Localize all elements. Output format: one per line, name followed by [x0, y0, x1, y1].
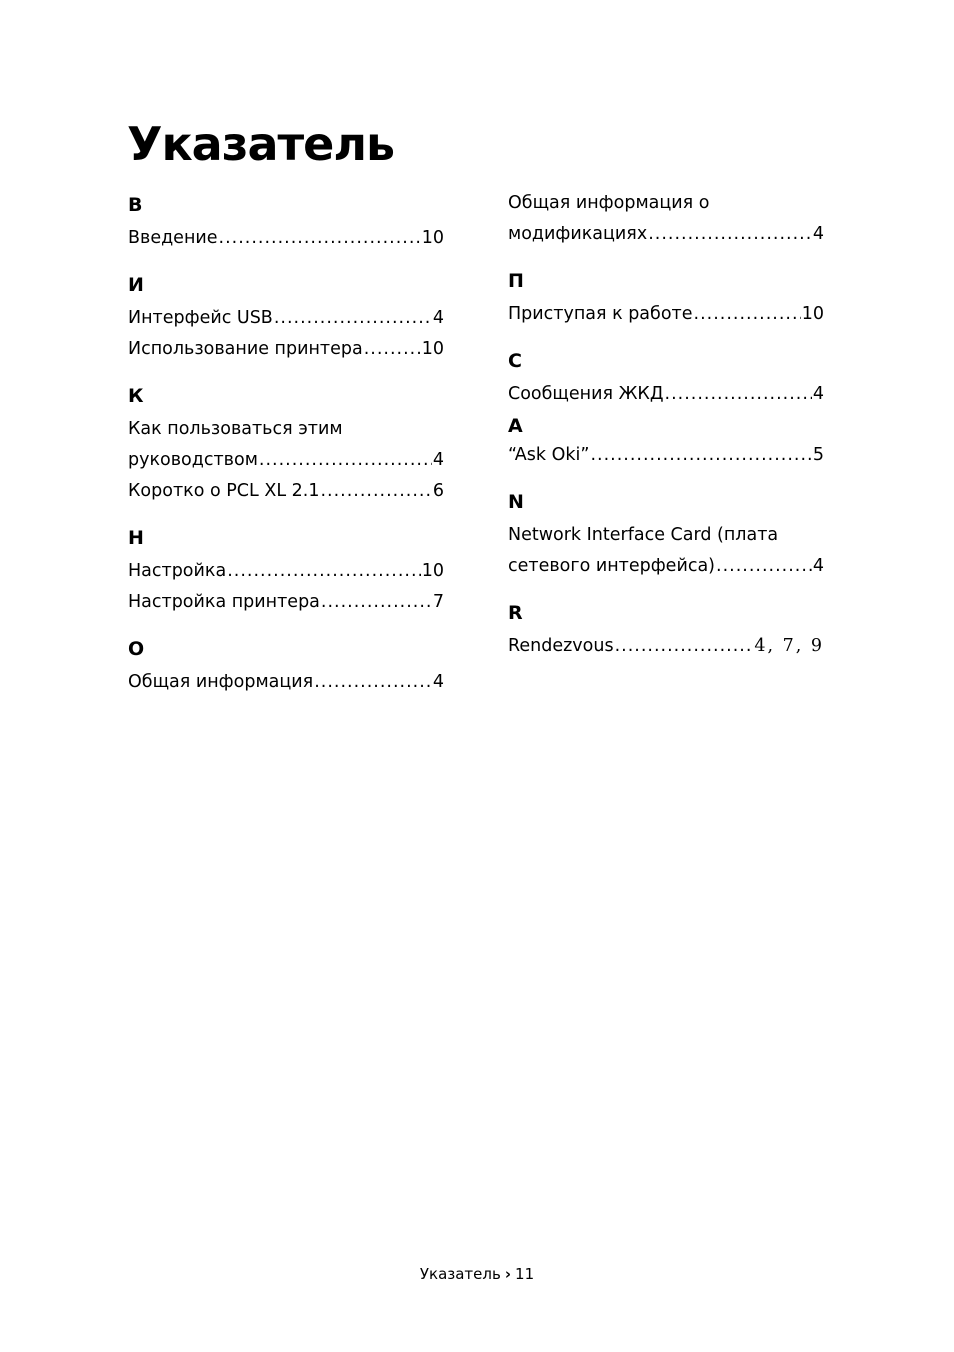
index-entry[interactable]	[128, 667, 444, 698]
dot-leader	[227, 556, 421, 587]
index-column-left	[128, 188, 444, 698]
index-letter-s: С	[508, 350, 522, 372]
dot-leader	[615, 631, 754, 662]
index-letter-v: В	[128, 194, 143, 216]
index-entry-text: Приступая к работе	[508, 304, 693, 324]
index-entry-page: 4	[812, 384, 824, 404]
index-entry-text: Настройка	[128, 561, 227, 581]
index-entry-text: Введение	[128, 228, 218, 248]
index-entry-page: 10	[801, 304, 824, 324]
index-entry[interactable]	[508, 440, 824, 471]
dot-leader	[219, 223, 421, 254]
index-entry-text: Rendezvous	[508, 636, 614, 656]
dot-leader	[694, 299, 801, 330]
index-entry-text: руководством	[128, 450, 258, 470]
index-entry[interactable]	[508, 299, 824, 330]
index-entry-page: 4, 7, 9	[754, 636, 824, 656]
index-letter-a: A	[508, 415, 523, 437]
index-entry[interactable]	[508, 551, 824, 582]
dot-leader	[274, 303, 432, 334]
dot-leader	[321, 587, 432, 618]
index-letter-p: П	[508, 270, 524, 292]
index-entry[interactable]	[508, 219, 824, 250]
index-entry-line1[interactable]: Как пользоваться этим	[128, 419, 343, 439]
footer-page-number: 11	[515, 1265, 535, 1283]
index-entry-text: Общая информация	[128, 672, 314, 692]
dot-leader	[716, 551, 812, 582]
index-entry[interactable]	[128, 556, 444, 587]
index-entry-page: 10	[421, 339, 444, 359]
index-entry[interactable]	[128, 587, 444, 618]
index-entry-text: Настройка принтера	[128, 592, 320, 612]
index-entry-page: 4	[812, 224, 824, 244]
index-letter-o: О	[128, 638, 145, 660]
index-entry[interactable]	[128, 334, 444, 365]
index-entry[interactable]	[508, 379, 824, 410]
index-entry-page: 10	[421, 228, 444, 248]
dot-leader	[648, 219, 812, 250]
footer-section: Указатель	[419, 1265, 501, 1283]
index-entry[interactable]	[508, 631, 824, 662]
dot-leader	[364, 334, 421, 365]
index-entry[interactable]	[128, 476, 444, 507]
index-entry-page: 4	[432, 308, 444, 328]
index-entry-text: Сообщения ЖКД	[508, 384, 664, 404]
dot-leader	[314, 667, 432, 698]
page-footer	[0, 1263, 954, 1285]
chevron-right-icon: ›	[504, 1265, 512, 1283]
index-entry-page: 7	[432, 592, 444, 612]
index-entry[interactable]	[128, 303, 444, 334]
dot-leader	[665, 379, 812, 410]
index-entry-text: сетевого интерфейса)	[508, 556, 715, 576]
index-entry-page: 4	[432, 450, 444, 470]
index-letter-k: К	[128, 385, 144, 407]
index-entry-line1[interactable]: Общая информация о	[508, 193, 710, 213]
dot-leader	[590, 440, 811, 471]
index-entry-page: 10	[421, 561, 444, 581]
index-letter-i: И	[128, 274, 144, 296]
index-entry-line1[interactable]: Network Interface Card (плата	[508, 525, 779, 545]
dot-leader	[320, 476, 431, 507]
index-letter-n: Н	[128, 527, 144, 549]
index-entry-page: 6	[432, 481, 444, 501]
index-entry-text: Интерфейс USB	[128, 308, 273, 328]
page-title: Указатель	[127, 117, 395, 171]
index-entry-page: 4	[432, 672, 444, 692]
index-column-right	[508, 188, 824, 662]
index-entry[interactable]	[128, 445, 444, 476]
index-entry-text: Использование принтера	[128, 339, 363, 359]
index-entry-text: модификациях	[508, 224, 648, 244]
dot-leader	[259, 445, 432, 476]
index-letter-r: R	[508, 602, 523, 624]
index-entry-text: “Ask Oki”	[508, 445, 590, 465]
index-entry[interactable]	[128, 223, 444, 254]
index-letter-n-latin: N	[508, 491, 524, 513]
index-entry-page: 5	[812, 445, 824, 465]
index-entry-text: Коротко о PCL XL 2.1	[128, 481, 320, 501]
index-entry-page: 4	[812, 556, 824, 576]
